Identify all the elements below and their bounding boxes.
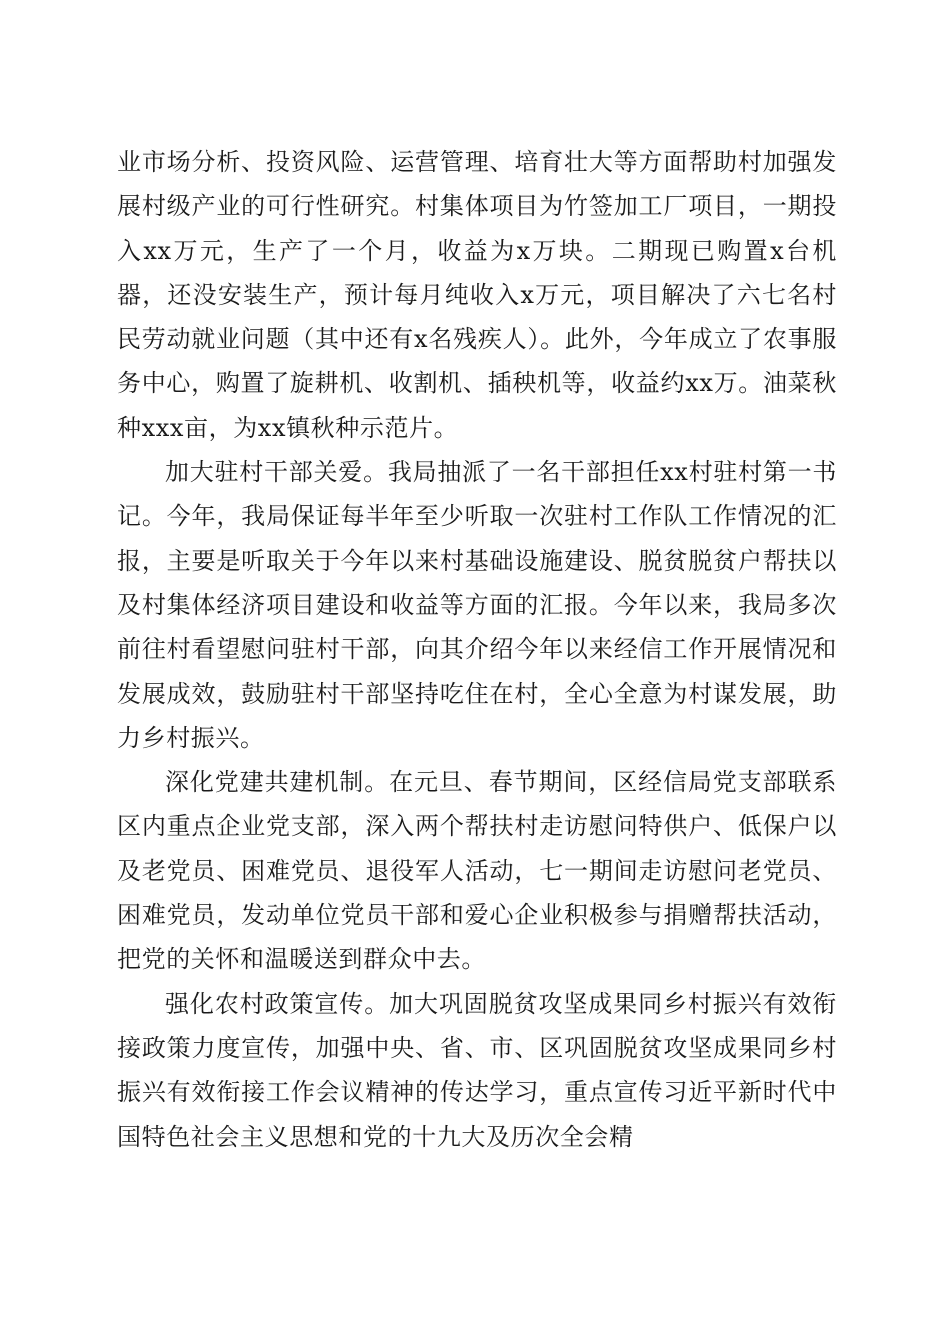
paragraph-continued: 业市场分析、投资风险、运营管理、培育壮大等方面帮助村加强发展村级产业的可行性研究。村集体项目为竹签加工厂项目，一期投入xx万元，生产了一个月，收益为x万块。二期现已购置x台机器，还没安装生产，预计每月纯收入x万元，项目解决了六七名村民劳动就业问题（其中还有x名残疾人）。此外，今年成立了农事服务中心，购置了旋耕机、收割机、插秧机等，收益约xx万。油菜秋种xxx亩，为xx镇秋种示范片。 [117, 148, 837, 442]
paragraph-party-building: 深化党建共建机制。在元旦、春节期间，区经信局党支部联系区内重点企业党支部，深入两个帮扶村走访慰问特供户、低保户以及老党员、困难党员、退役军人活动，七一期间走访慰问老党员、困难党员，发动单位党员干部和爱心企业积极参与捐赠帮扶活动，把党的关怀和温暖送到群众中去。 [117, 768, 837, 974]
document-body [117, 140, 837, 1159]
paragraph-cadre-care: 加大驻村干部关爱。我局抽派了一名干部担任xx村驻村第一书记。今年，我局保证每半年至少听取一次驻村工作队工作情况的汇报，主要是听取关于今年以来村基础设施建设、脱贫脱贫户帮扶以及村集体经济项目建设和收益等方面的汇报。今年以来，我局多次前往村看望慰问驻村干部，向其介绍今年以来经信工作开展情况和发展成效，鼓励驻村干部坚持吃住在村，全心全意为村谋发展，助力乡村振兴。 [117, 458, 837, 752]
paragraph-policy-promotion: 强化农村政策宣传。加大巩固脱贫攻坚成果同乡村振兴有效衔接政策力度宣传，加强中央、省、市、区巩固脱贫攻坚成果同乡村振兴有效衔接工作会议精神的传达学习，重点宣传习近平新时代中国特色社会主义思想和党的十九大及历次全会精 [117, 989, 837, 1151]
